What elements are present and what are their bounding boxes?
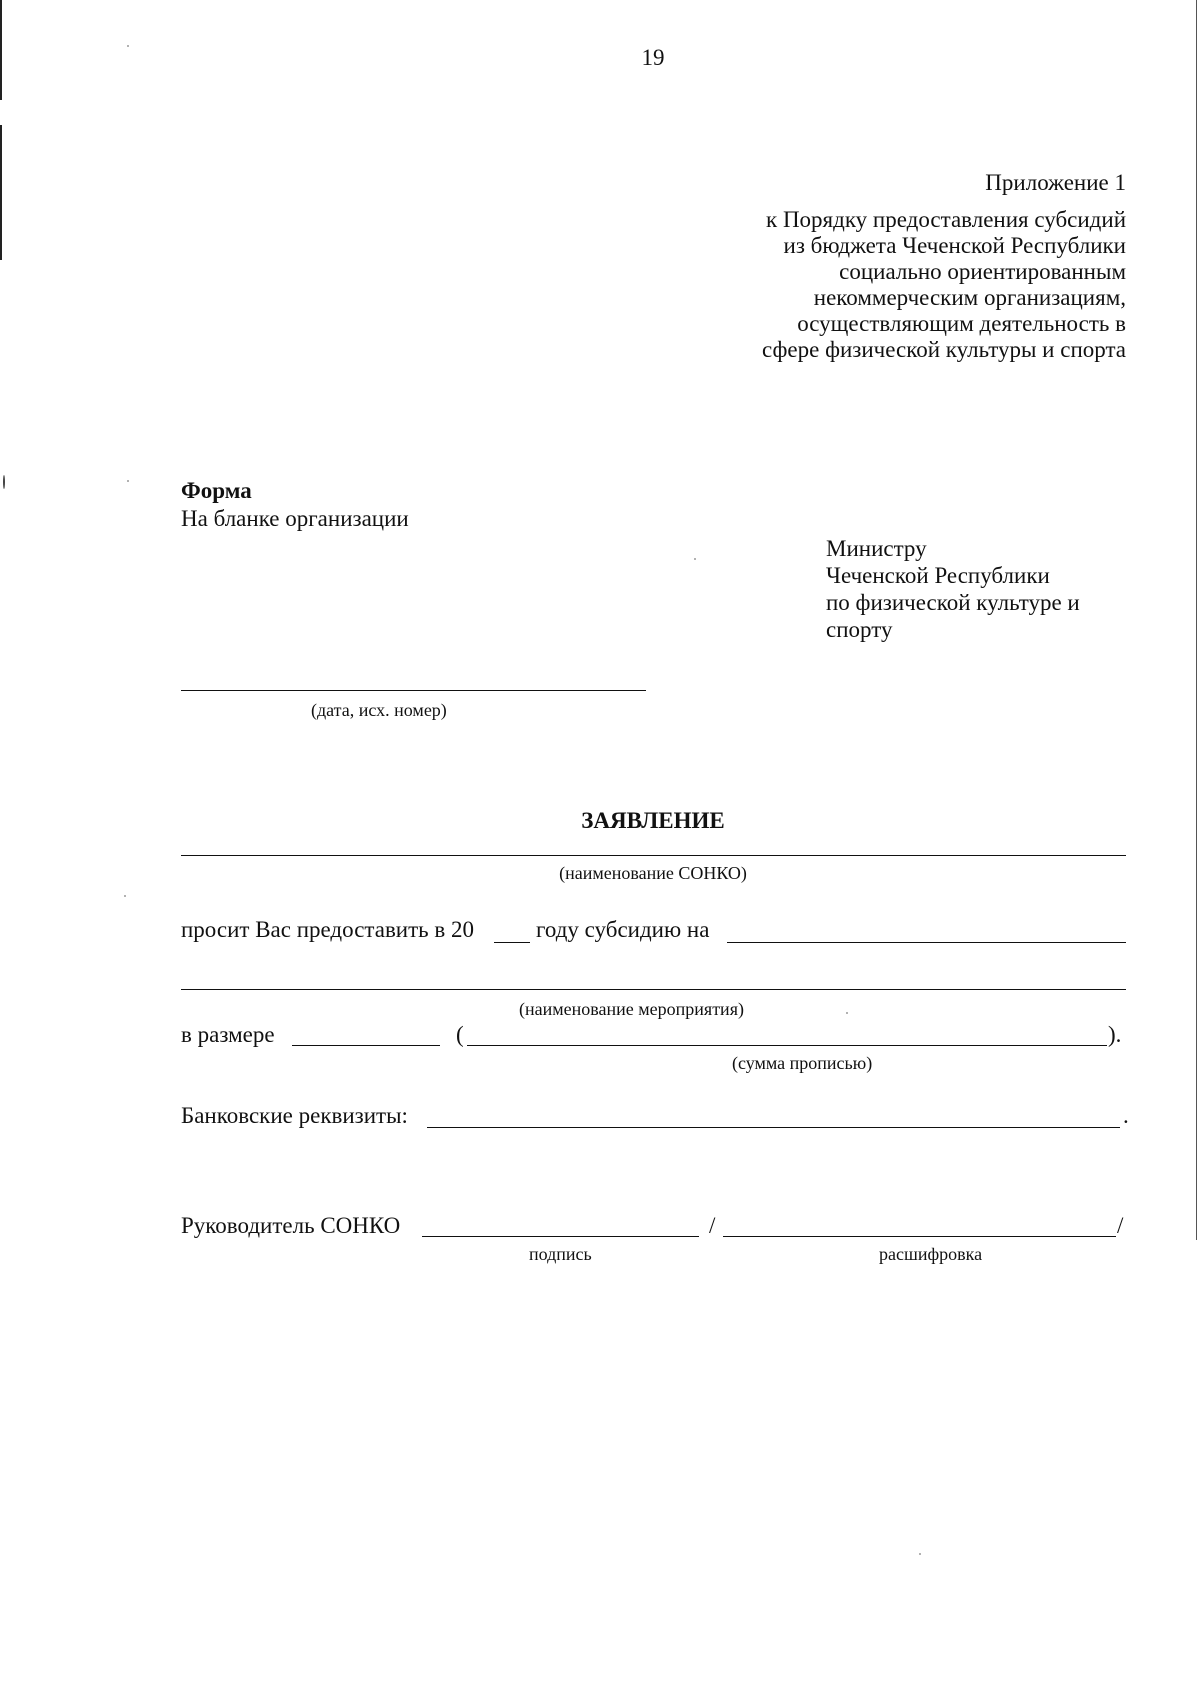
appendix-line: некоммерческим организациям, [813,285,1126,310]
year-blank [494,942,530,943]
slash-left: / [709,1213,716,1238]
appendix-line: социально ориентированным [839,259,1126,284]
date-number-caption: (дата, исх. номер) [311,700,447,720]
scan-speck [127,480,129,482]
appendix-line: из бюджета Чеченской Республики [783,233,1126,258]
scan-speck [694,558,696,560]
subsidy-purpose-line [727,942,1126,943]
scan-speck [124,895,126,897]
sonko-name-caption: (наименование СОНКО) [559,863,747,883]
appendix-title: Приложение 1 [985,170,1126,195]
scan-edge-mark [0,125,2,260]
page-number: 19 [641,45,665,70]
form-label: Форма [181,478,252,503]
amount-close-paren: ). [1108,1022,1122,1047]
request-text: просит Вас предоставить в 20 [181,917,475,942]
bank-details-line [427,1127,1120,1128]
addressee-block [826,537,1080,645]
date-number-line [181,690,646,691]
letterhead-note: На бланке организации [181,506,409,531]
addressee-line: по физической культуре и [826,590,1080,615]
name-decoding-line [723,1236,1116,1237]
scan-speck [846,1012,848,1014]
amount-open-paren: ( [456,1022,464,1047]
signature-line [422,1236,699,1237]
signature-caption: подпись [529,1244,592,1264]
head-of-sonko-label: Руководитель СОНКО [181,1213,401,1238]
scan-speck [919,1553,921,1555]
request-text-after: году субсидию на [536,917,710,942]
appendix-line: к Порядку предоставления субсидий [766,207,1126,232]
addressee-line: Министру [826,536,927,561]
amount-words-caption: (сумма прописью) [732,1053,873,1073]
name-decoding-caption: расшифровка [879,1244,983,1264]
appendix-line: сфере физической культуры и спорта [762,337,1126,362]
appendix-line: осуществляющим деятельность в [797,311,1126,336]
bank-details-label: Банковские реквизиты: [181,1103,408,1128]
event-name-caption: (наименование мероприятия) [519,999,744,1019]
amount-words-line [467,1045,1107,1046]
bank-details-end: . [1123,1103,1129,1128]
addressee-line: Чеченской Республики [826,563,1050,588]
scan-edge-mark [1196,0,1197,1240]
amount-label: в размере [181,1022,275,1047]
event-name-line [181,989,1126,990]
sonko-name-line [181,855,1126,856]
slash-right: / [1117,1213,1124,1238]
appendix-text [762,208,1126,364]
addressee-line: спорту [826,617,893,642]
scan-speck [3,475,5,489]
amount-figures-line [292,1045,440,1046]
document-title: ЗАЯВЛЕНИЕ [581,808,725,833]
